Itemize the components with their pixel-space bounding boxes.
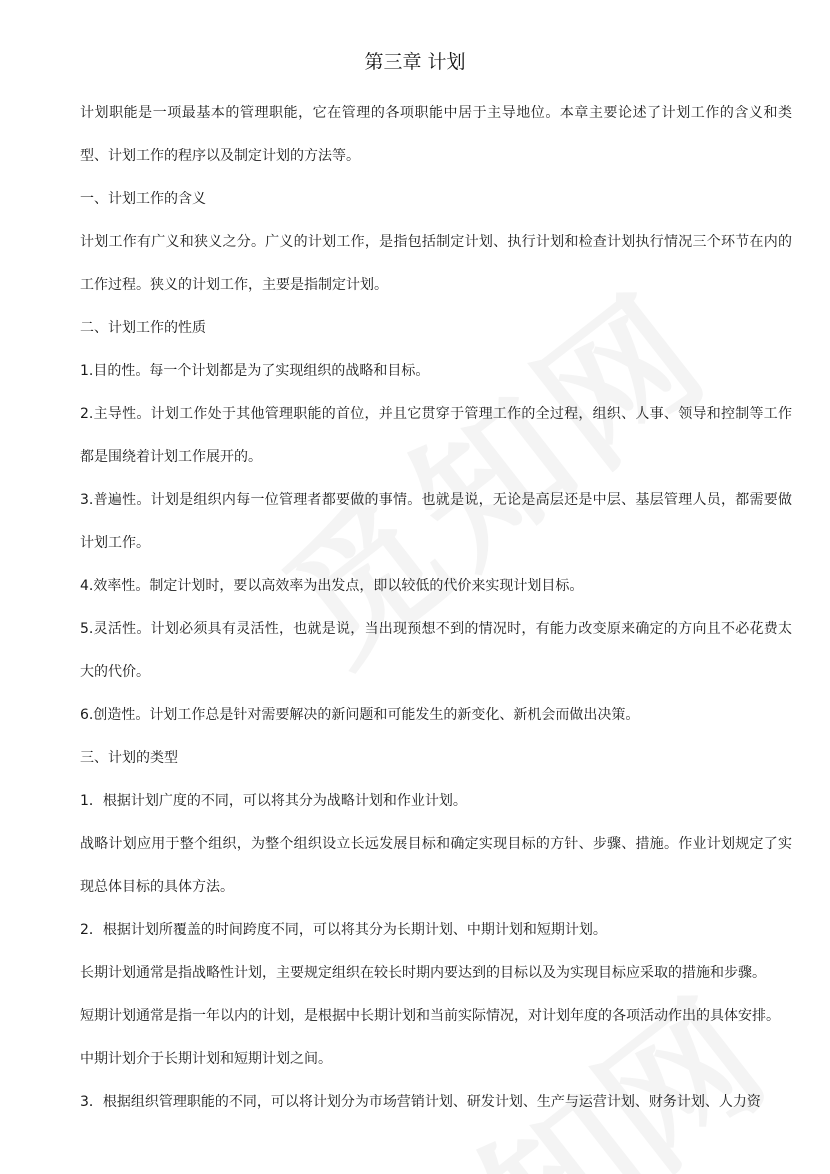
type-item-timespan: 2．根据计划所覆盖的时间跨度不同，可以将其分为长期计划、中期计划和短期计划。 <box>80 922 607 938</box>
list-item-purpose: 1.目的性。每一个计划都是为了实现组织的战略和目标。 <box>80 363 430 379</box>
paragraph-intro: 计划职能是一项最基本的管理职能，它在管理的各项职能中居于主导地位。本章主要论述了计划工作的含义和类型、计划工作的程序以及制定计划的方法等。 <box>80 105 792 164</box>
paragraph-strategic-plan: 战略计划应用于整个组织，为整个组织设立长远发展目标和确定实现目标的方针、步骤、措施。作业计划规定了实现总体目标的具体方法。 <box>80 836 792 895</box>
paragraph-long-term: 长期计划通常是指战略性计划，主要规定组织在较长时期内要达到的目标以及为实现目标应采取的措施和步骤。 <box>80 965 766 981</box>
list-item-universality: 3.普遍性。计划是组织内每一位管理者都要做的事情。也就是说，无论是高层还是中层、基层管理人员，都需要做计划工作。 <box>80 492 792 551</box>
list-item-efficiency: 4.效率性。制定计划时，要以高效率为出发点，即以较低的代价来实现计划目标。 <box>80 578 584 594</box>
paragraph-short-term: 短期计划通常是指一年以内的计划，是根据中长期计划和当前实际情况，对计划年度的各项活动作出的具体安排。 <box>80 1008 780 1024</box>
list-item-primacy: 2.主导性。计划工作处于其他管理职能的首位，并且它贯穿于管理工作的全过程，组织、人事、领导和控制等工作都是围绕着计划工作展开的。 <box>80 406 792 465</box>
list-item-flexibility: 5.灵活性。计划必须具有灵活性，也就是说，当出现预想不到的情况时，有能力改变原来确定的方向且不必花费太大的代价。 <box>80 621 792 680</box>
list-item-creativity: 6.创造性。计划工作总是针对需要解决的新问题和可能发生的新变化、新机会而做出决策。 <box>80 707 640 723</box>
section-heading-1: 一、计划工作的含义 <box>80 191 206 207</box>
type-item-breadth: 1．根据计划广度的不同，可以将其分为战略计划和作业计划。 <box>80 793 467 809</box>
document-body <box>80 92 792 1124</box>
section-heading-3: 三、计划的类型 <box>80 750 178 766</box>
section-heading-2: 二、计划工作的性质 <box>80 320 206 336</box>
paragraph-definition: 计划工作有广义和狭义之分。广义的计划工作，是指包括制定计划、执行计划和检查计划执行情况三个环节在内的工作过程。狭义的计划工作，主要是指制定计划。 <box>80 234 792 293</box>
page-title: 第三章 计划 <box>364 51 466 73</box>
type-item-function: 3．根据组织管理职能的不同，可以将计划分为市场营销计划、研发计划、生产与运营计划、财务计划、人力资 <box>80 1094 761 1110</box>
paragraph-mid-term: 中期计划介于长期计划和短期计划之间。 <box>80 1051 332 1067</box>
